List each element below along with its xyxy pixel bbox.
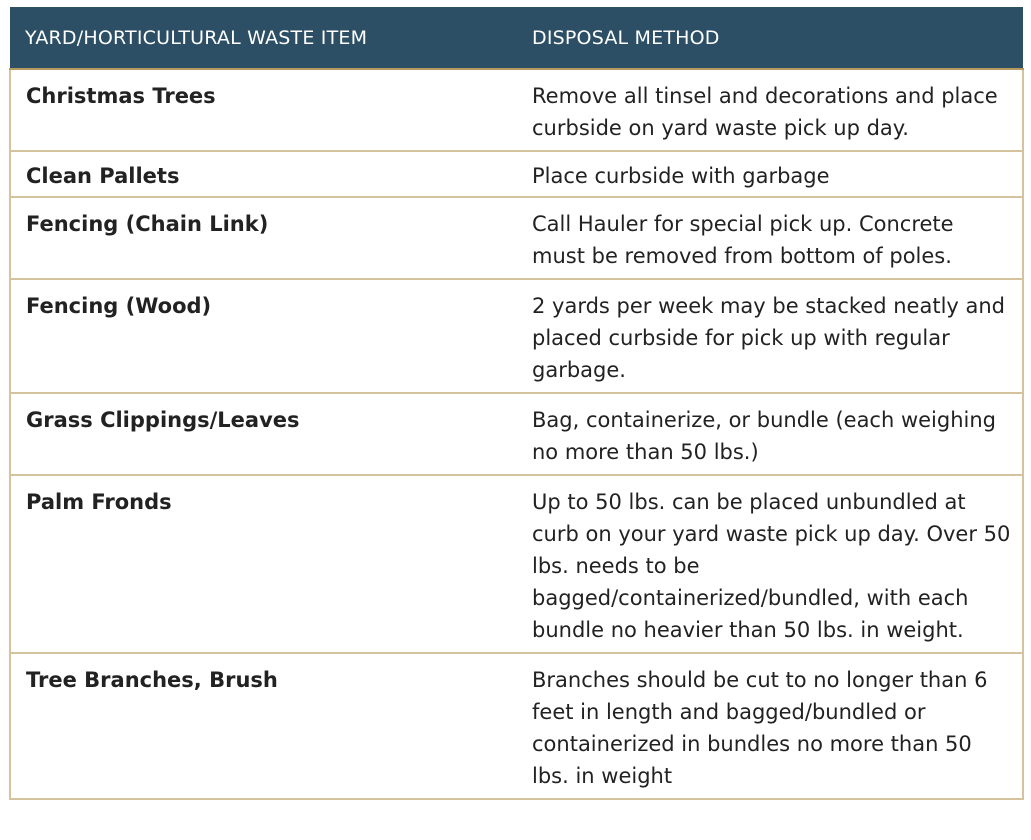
table-row <box>10 197 1023 279</box>
method-cell: Up to 50 lbs. can be placed unbundled at curb on your yard waste pick up day. Over 50 lbs. needs to be bagged/containerized/bundled, with each bundle no heavier than 50 lbs. in weight. <box>519 475 1023 653</box>
item-cell: Fencing (Chain Link) <box>10 197 519 279</box>
item-cell: Grass Clippings/Leaves <box>10 393 519 475</box>
yard-waste-disposal-table <box>9 7 1024 800</box>
item-cell: Clean Pallets <box>10 151 519 197</box>
table-row <box>10 393 1023 475</box>
item-cell: Fencing (Wood) <box>10 279 519 393</box>
table-body <box>10 69 1023 799</box>
method-cell: Call Hauler for special pick up. Concrete must be removed from bottom of poles. <box>519 197 1023 279</box>
table-row <box>10 279 1023 393</box>
header-disposal-method: DISPOSAL METHOD <box>519 7 1023 69</box>
item-cell: Palm Fronds <box>10 475 519 653</box>
method-cell: Remove all tinsel and decorations and place curbside on yard waste pick up day. <box>519 69 1023 151</box>
method-cell: Bag, containerize, or bundle (each weighing no more than 50 lbs.) <box>519 393 1023 475</box>
table-row <box>10 69 1023 151</box>
table-row <box>10 475 1023 653</box>
method-cell: Place curbside with garbage <box>519 151 1023 197</box>
method-cell: 2 yards per week may be stacked neatly and placed curbside for pick up with regular garbage. <box>519 279 1023 393</box>
table-header <box>10 7 1023 69</box>
item-cell: Tree Branches, Brush <box>10 653 519 799</box>
table-row <box>10 653 1023 799</box>
header-waste-item: YARD/HORTICULTURAL WASTE ITEM <box>10 7 519 69</box>
header-row <box>10 7 1023 69</box>
item-cell: Christmas Trees <box>10 69 519 151</box>
method-cell: Branches should be cut to no longer than 6 feet in length and bagged/bundled or containerized in bundles no more than 50 lbs. in weight <box>519 653 1023 799</box>
table-row <box>10 151 1023 197</box>
